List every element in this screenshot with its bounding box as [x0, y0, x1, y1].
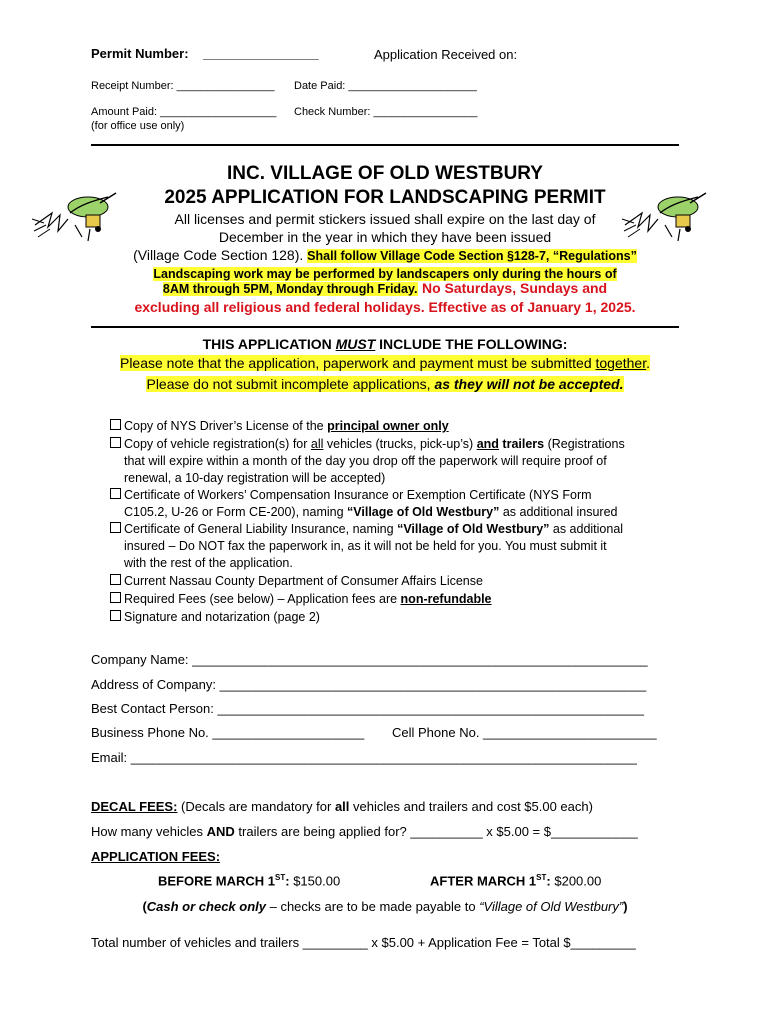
- company-address-field[interactable]: Address of Company: ___________________________________________________________: [91, 677, 647, 692]
- heading-pre: THIS APPLICATION: [202, 336, 336, 352]
- note-together-highlight: Please note that the application, paperwork and payment must be submitted together.: [119, 355, 650, 371]
- checkbox-icon[interactable]: [110, 592, 121, 603]
- email-field[interactable]: Email: ______________________________________________________________________: [91, 750, 637, 765]
- company-name-field[interactable]: Company Name: _______________________________________________________________: [91, 652, 648, 667]
- title-village: INC. VILLAGE OF OLD WESTBURY: [227, 163, 543, 184]
- note-incomplete: [0, 376, 770, 392]
- checkbox-icon[interactable]: [110, 574, 121, 585]
- middle-divider: [91, 326, 679, 328]
- amount-paid-field[interactable]: Amount Paid: ___________________: [91, 106, 277, 118]
- checklist-item-registration[interactable]: Copy of vehicle registration(s) for all vehicles (trucks, pick-up’s) and trailers (Registrations: [110, 436, 625, 453]
- checklist-item-workers-comp[interactable]: Certificate of Workers’ Compensation Insurance or Exemption Certificate (NYS Form: [110, 487, 592, 504]
- vehicle-count-field[interactable]: How many vehicles AND trailers are being applied for? __________ x $5.00 = $____________: [91, 824, 638, 839]
- date-paid-field[interactable]: Date Paid: _____________________: [294, 80, 477, 92]
- days-highlight: 8AM through 5PM, Monday through Friday.: [162, 282, 418, 296]
- holidays-line: excluding all religious and federal holidays. Effective as of January 1, 2025.: [134, 299, 636, 315]
- checklist-item-fees[interactable]: Required Fees (see below) – Application fees are non-refundable: [110, 591, 492, 608]
- permit-number-label: Permit Number:: [91, 46, 189, 61]
- application-fees-label: APPLICATION FEES:: [91, 849, 221, 864]
- regulations-highlight: Shall follow Village Code Section §128-7, “Regulations”: [307, 249, 637, 263]
- days-line: [0, 280, 770, 298]
- decal-fees-line: DECAL FEES: (Decals are mandatory for all vehicles and trailers and cost $5.00 each): [91, 799, 593, 814]
- checkbox-icon[interactable]: [110, 522, 121, 533]
- fee-after-march: AFTER MARCH 1ST: $200.00: [430, 873, 602, 889]
- checklist-item-nassau-license[interactable]: Current Nassau County Department of Consumer Affairs License: [110, 573, 483, 590]
- workers-comp-line-2: C105.2, U-26 or Form CE-200), naming “Village of Old Westbury” as additional insured: [124, 505, 618, 519]
- application-received-label: Application Received on:: [374, 47, 518, 62]
- business-phone-field[interactable]: Business Phone No. _____________________: [91, 725, 365, 740]
- payment-method-note: (Cash or check only – checks are to be made payable to “Village of Old Westbury”): [142, 899, 628, 914]
- checklist-item-signature[interactable]: Signature and notarization (page 2): [110, 609, 320, 626]
- checkbox-icon[interactable]: [110, 488, 121, 499]
- expiry-line-2: December in the year in which they have been issued: [218, 229, 552, 245]
- contact-person-field[interactable]: Best Contact Person: ___________________________________________________________: [91, 701, 645, 716]
- permit-number-blank[interactable]: ________________: [203, 46, 319, 61]
- cell-phone-field[interactable]: Cell Phone No. ________________________: [392, 725, 657, 740]
- top-divider: [91, 144, 679, 146]
- hours-highlight: Landscaping work may be performed by landscapers only during the hours of: [153, 267, 617, 281]
- note-together: [0, 355, 770, 371]
- checkbox-icon[interactable]: [110, 610, 121, 621]
- checkbox-icon[interactable]: [110, 437, 121, 448]
- registration-line-2: that will expire within a month of the day you drop off the paperwork will require proof of: [124, 454, 607, 468]
- title-application: 2025 APPLICATION FOR LANDSCAPING PERMIT: [164, 187, 606, 208]
- expiry-line-3: [0, 247, 770, 263]
- liability-line-2: insured – Do NOT fax the paperwork in, as it will not be held for you. You must submit it: [124, 539, 607, 553]
- fee-before-march: BEFORE MARCH 1ST: $150.00: [158, 873, 341, 889]
- check-number-field[interactable]: Check Number: _________________: [294, 106, 478, 118]
- note-incomplete-highlight: Please do not submit incomplete applications, as they will not be accepted.: [146, 376, 624, 392]
- expiry-line-1: All licenses and permit stickers issued shall expire on the last day of: [174, 211, 596, 227]
- checklist-item-drivers-license[interactable]: Copy of NYS Driver’s License of the principal owner only: [110, 418, 449, 435]
- heading-post: INCLUDE THE FOLLOWING:: [375, 336, 568, 352]
- heading-must: MUST: [335, 336, 376, 352]
- code-section-text: (Village Code Section 128).: [133, 247, 304, 263]
- must-include-heading: [0, 336, 770, 352]
- checkbox-icon[interactable]: [110, 419, 121, 430]
- office-use-note: (for office use only): [91, 120, 185, 132]
- total-fee-field[interactable]: Total number of vehicles and trailers _________ x $5.00 + Application Fee = Total $_________: [91, 935, 636, 950]
- registration-line-3: renewal, a 10-day registration will be accepted): [124, 471, 386, 485]
- liability-line-3: with the rest of the application.: [124, 556, 293, 570]
- no-weekends-text: No Saturdays, Sundays and: [421, 280, 608, 296]
- checklist-item-liability[interactable]: Certificate of General Liability Insurance, naming “Village of Old Westbury” as additional: [110, 521, 623, 538]
- receipt-number-field[interactable]: Receipt Number: ________________: [91, 80, 275, 92]
